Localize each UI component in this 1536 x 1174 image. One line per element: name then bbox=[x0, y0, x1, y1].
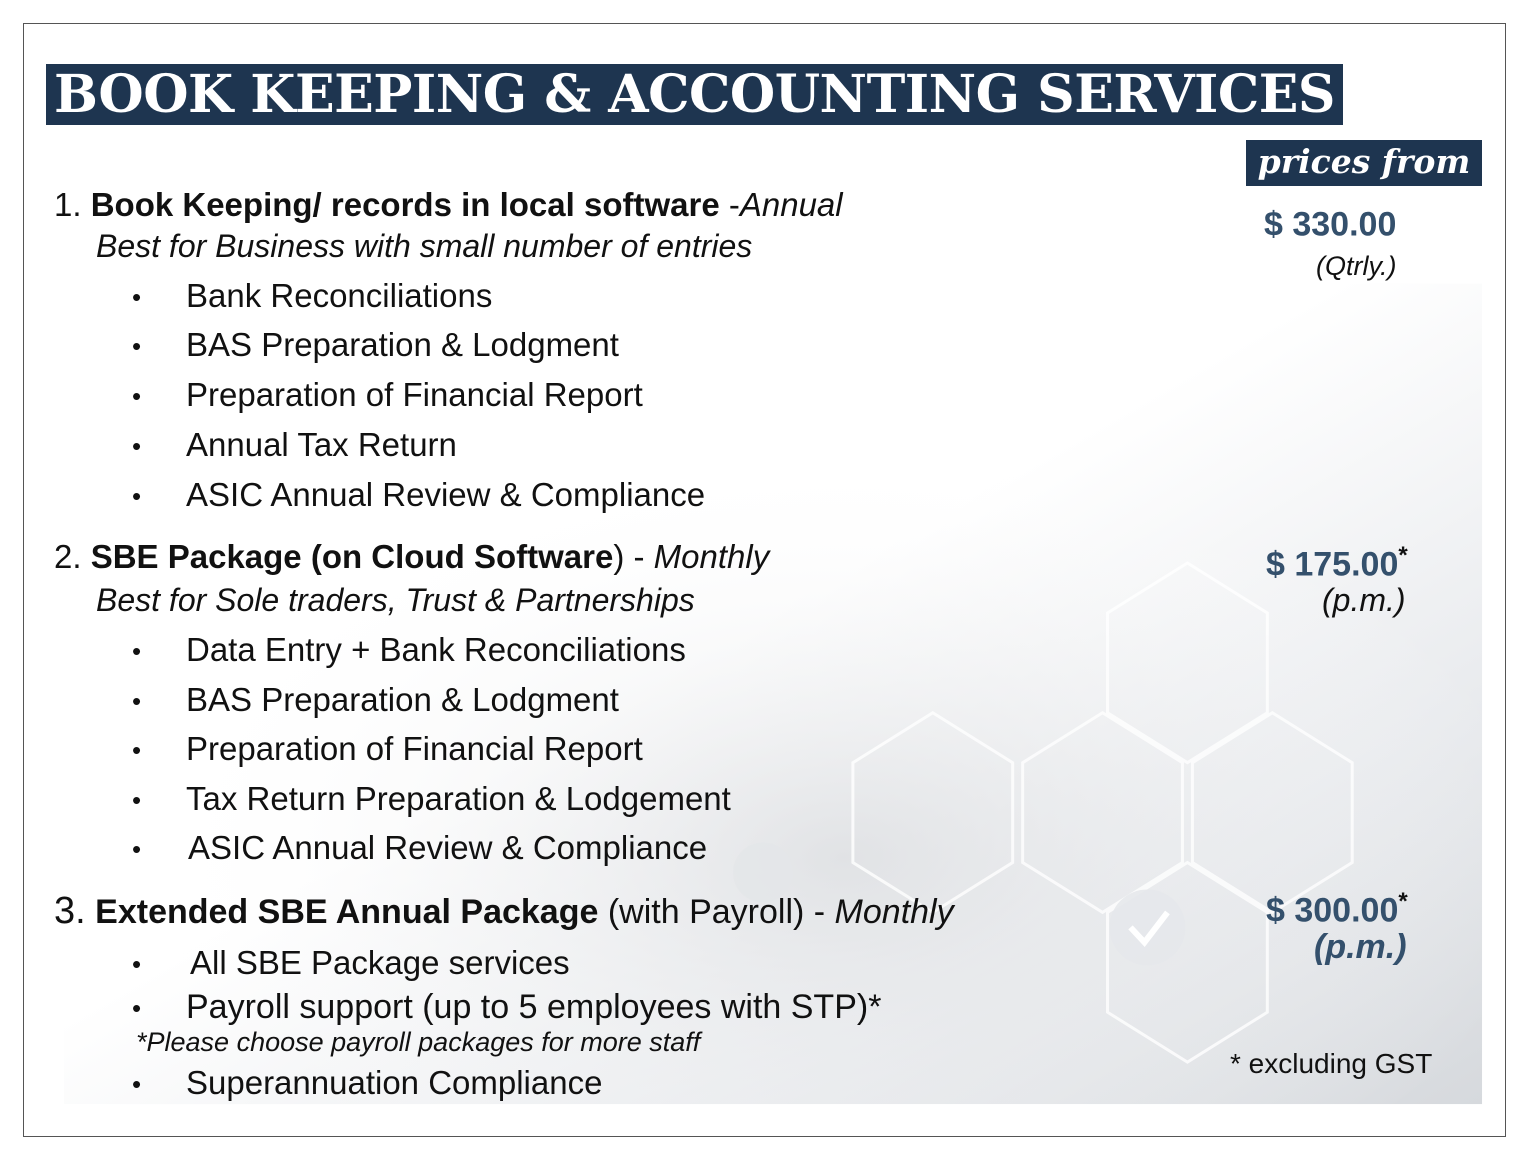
service-name: SBE Package (on Cloud Software bbox=[90, 538, 614, 575]
gst-note: * excluding GST bbox=[1230, 1048, 1433, 1079]
service-2-heading bbox=[54, 538, 769, 576]
service-3-price-unit: (p.m.) bbox=[1314, 928, 1407, 966]
list-item: BAS Preparation & Lodgment bbox=[186, 681, 619, 718]
separator: - bbox=[624, 538, 654, 575]
list-item: Preparation of Financial Report bbox=[186, 376, 643, 413]
service-name: Book Keeping/ records in local software bbox=[90, 186, 720, 223]
list-item: Annual Tax Return bbox=[186, 426, 457, 463]
list-item: ASIC Annual Review & Compliance bbox=[186, 476, 706, 513]
price-value: $ 300.00 bbox=[1266, 891, 1399, 930]
bullet-icon: • bbox=[132, 834, 142, 864]
list-item: Payroll support (up to 5 employees with STP)* bbox=[186, 988, 882, 1026]
service-1-price bbox=[1264, 202, 1396, 244]
bullet-icon: • bbox=[132, 481, 142, 511]
list-item: All SBE Package services bbox=[190, 944, 570, 981]
service-name: Extended SBE Annual Package bbox=[95, 893, 599, 931]
bullet-icon: • bbox=[132, 381, 142, 411]
service-number: 3. bbox=[54, 890, 86, 932]
price-asterisk: * bbox=[1398, 888, 1408, 915]
bullet-icon: • bbox=[132, 331, 142, 361]
price-value: $ 330.00 bbox=[1264, 205, 1397, 244]
service-2-price bbox=[1266, 542, 1408, 584]
bullet-icon: • bbox=[132, 431, 142, 461]
service-number: 1. bbox=[54, 186, 82, 223]
payroll-note: *Please choose payroll packages for more staff bbox=[136, 1027, 701, 1057]
list-item: Data Entry + Bank Reconciliations bbox=[186, 631, 686, 668]
service-name-suffix: ) bbox=[613, 538, 625, 575]
service-2-price-unit: (p.m.) bbox=[1322, 582, 1406, 618]
list-item: Tax Return Preparation & Lodgement bbox=[186, 780, 731, 817]
service-number: 2. bbox=[54, 538, 82, 575]
separator: - bbox=[719, 186, 740, 223]
bullet-icon: • bbox=[132, 785, 142, 815]
price-asterisk: * bbox=[1398, 542, 1408, 569]
price-value: $ 175.00 bbox=[1266, 545, 1399, 584]
service-frequency: Monthly bbox=[653, 538, 770, 575]
prices-from-label: prices from bbox=[1246, 140, 1482, 186]
bullet-icon: • bbox=[132, 686, 142, 716]
service-frequency: Annual bbox=[739, 186, 843, 223]
service-1-subtitle: Best for Business with small number of entries bbox=[96, 228, 753, 264]
list-item: ASIC Annual Review & Compliance bbox=[188, 829, 708, 866]
service-2-subtitle: Best for Sole traders, Trust & Partnerships bbox=[96, 582, 695, 618]
separator: - bbox=[804, 893, 835, 931]
list-item: Bank Reconciliations bbox=[186, 277, 493, 314]
flyer bbox=[23, 23, 1506, 1137]
service-name-suffix: (with Payroll) bbox=[598, 893, 805, 931]
bullet-icon: • bbox=[132, 1069, 142, 1099]
list-item: Preparation of Financial Report bbox=[186, 730, 643, 767]
service-frequency: Monthly bbox=[834, 893, 954, 931]
bullet-icon: • bbox=[132, 993, 142, 1023]
list-item: Superannuation Compliance bbox=[186, 1064, 603, 1101]
bullet-icon: • bbox=[132, 282, 142, 312]
service-3-heading bbox=[54, 890, 954, 933]
list-item: BAS Preparation & Lodgment bbox=[186, 326, 619, 363]
service-1-price-unit: (Qtrly.) bbox=[1316, 251, 1397, 281]
service-3-price bbox=[1266, 888, 1408, 930]
bullet-icon: • bbox=[132, 636, 142, 666]
bullet-icon: • bbox=[132, 735, 142, 765]
service-1-heading bbox=[54, 186, 843, 224]
page-title: BOOK KEEPING & ACCOUNTING SERVICES bbox=[46, 64, 1343, 125]
bullet-icon: • bbox=[132, 949, 142, 979]
